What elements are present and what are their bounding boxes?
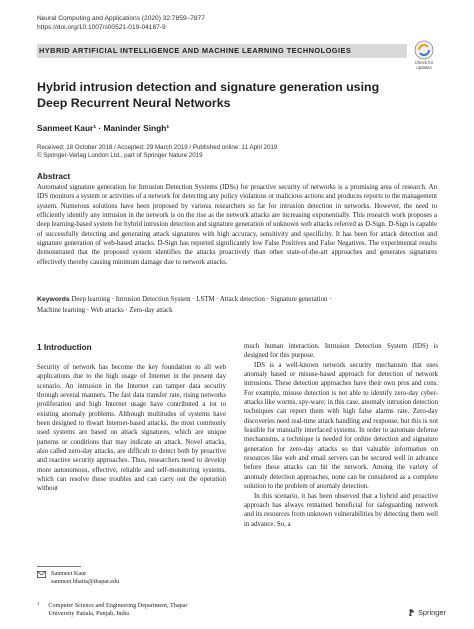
publication-dates xyxy=(37,144,277,161)
keywords-line2: Machine learning · Web attacks · Zero-day attack xyxy=(37,307,173,314)
envelope-icon xyxy=(37,571,46,578)
copyright-line: © Springer-Verlag London Ltd., part of Springer Nature 2019 xyxy=(37,152,203,160)
history-dates: Received: 18 October 2018 / Accepted: 29 March 2019 / Published online: 11 April 2019 xyxy=(37,144,278,151)
category-banner: HYBRID ARTIFICIAL INTELLIGENCE AND MACHINE LEARNING TECHNOLOGIES xyxy=(37,44,407,58)
corresponding-author xyxy=(37,570,119,586)
intro-paragraph-2: IDS is a well-known network security mechanism that uses anomaly based or misuse-based approach for detection of network intrusions. These detection approaches have their own pros and cons. For example, misuse detection is not able to identify zero-day cyber-attacks like worms, spy-ware; in this case, anomaly intrusion detection techniques can report them with high false alarms rate. Zero-day discoveries need real-time attack handling and response, but this is not feasible for manually interfaced systems. In order to automate defense mechanisms, a technique is needed for online detection and signature generation for zero-day attacks so that valuable information on resources like web and email servers can be secured well in advance before these attacks can hit the network. Among the variety of anomaly detection approaches, none can be considered as a complete solution to the problem of anomaly detection. xyxy=(244,361,438,491)
publisher-name: Springer xyxy=(418,608,446,617)
springer-horse-icon xyxy=(407,608,416,617)
contact-email[interactable]: sanmeet.bhatia@thapar.edu xyxy=(51,578,120,585)
keywords-block xyxy=(37,294,437,316)
right-column xyxy=(244,342,438,529)
author-list: Sanmeet Kaur¹ · Maninder Singh¹ xyxy=(37,123,170,133)
journal-name: Neural Computing and Applications (2020) 32:7859–7877 xyxy=(37,15,205,22)
intro-paragraph-3: In this scenario, it has been observed that a hybrid and proactive approach has always remained beneficial for safeguarding network and its resources from unknown vulnerabilities by detecting them well in advance. So, a xyxy=(244,492,438,528)
footnote-divider xyxy=(37,566,81,567)
contact-name: Sanmeet Kaur xyxy=(51,570,87,577)
intro-paragraph-1: Security of network has become the key foundation to all web applications due to the high usage of Internet in the present day scenario. An intrusion in the Internet can tamper data security through several manners. The fast data transfer rate, rising networks proliferation and high Internet usage have contributed a lot to existing anomaly problems. Although multitudes of systems have been designed to thwart Internet-based attacks, the most commonly used systems are based on attack signatures, which are unique patterns or conditions that may indicate an attack. Novel attacks, also called zero-day attacks, are difficult to detect both by proactive and reactive security approaches. Thus, researchers need to develop more autonomous, effective, reliable and self-monitoring systems, which can resolve these troubles and can carry out the operation without xyxy=(37,364,226,493)
keywords-label: Keywords xyxy=(37,296,70,303)
check-for-updates-icon xyxy=(414,40,434,60)
check-for-updates-badge[interactable] xyxy=(410,40,438,70)
affiliation-line1: Computer Science and Engineering Department, Thapar xyxy=(48,602,188,609)
badge-line2: updates xyxy=(416,65,432,70)
journal-doi[interactable]: https://doi.org/10.1007/s00521-019-04187-9 xyxy=(37,24,166,31)
publisher-logo xyxy=(407,608,446,617)
badge-line1: Check for xyxy=(414,60,434,65)
introduction-heading: 1 Introduction xyxy=(37,343,92,352)
paper-title: Hybrid intrusion detection and signature generation using Deep Recurrent Neural Networks xyxy=(37,80,380,110)
abstract-text: Automated signature generation for Intrusion Detection Systems (IDSs) for proactive security of networks is a promising area of research. An IDS monitors a system or activities of a network for detecting any policy violations or malicious actions and produces reports to the management system. Numerous solutions have been proposed by various researchers so far for intrusion detection in networks. However, the need to efficiently identify any intrusion in the network is on the rise as the network attacks are increasing exponentially. This research work proposes a deep learning-based system for hybrid intrusion detection and signature generation of unknown web attacks referred as D-Sign. D-Sign is capable of successfully detecting and generating attack signatures with high accuracy, sensitivity and specificity. It has been for attack detection and signature generation of web-based attacks. D-Sign has reported significantly low False Positives and False Negatives. The experimental results demonstrated that the proposed system identifies the attacks proactively than other state-of-the-art approaches and generates signatures effectively thereby causing minimum damage due to network attacks. xyxy=(37,184,437,266)
abstract-heading: Abstract xyxy=(37,172,71,181)
affiliation xyxy=(37,602,187,618)
affiliation-number: 1 xyxy=(37,602,40,607)
journal-header xyxy=(37,14,205,32)
keywords-line1: Deep learning · Intrusion Detection System · LSTM · Attack detection · Signature generation · xyxy=(71,296,332,303)
intro-paragraph-cont: much human interaction. Intrusion Detection System (IDS) is designed for this purpose. xyxy=(244,343,438,360)
left-column xyxy=(37,363,226,494)
affiliation-line2: University Patiala, Punjab, India xyxy=(48,610,130,617)
